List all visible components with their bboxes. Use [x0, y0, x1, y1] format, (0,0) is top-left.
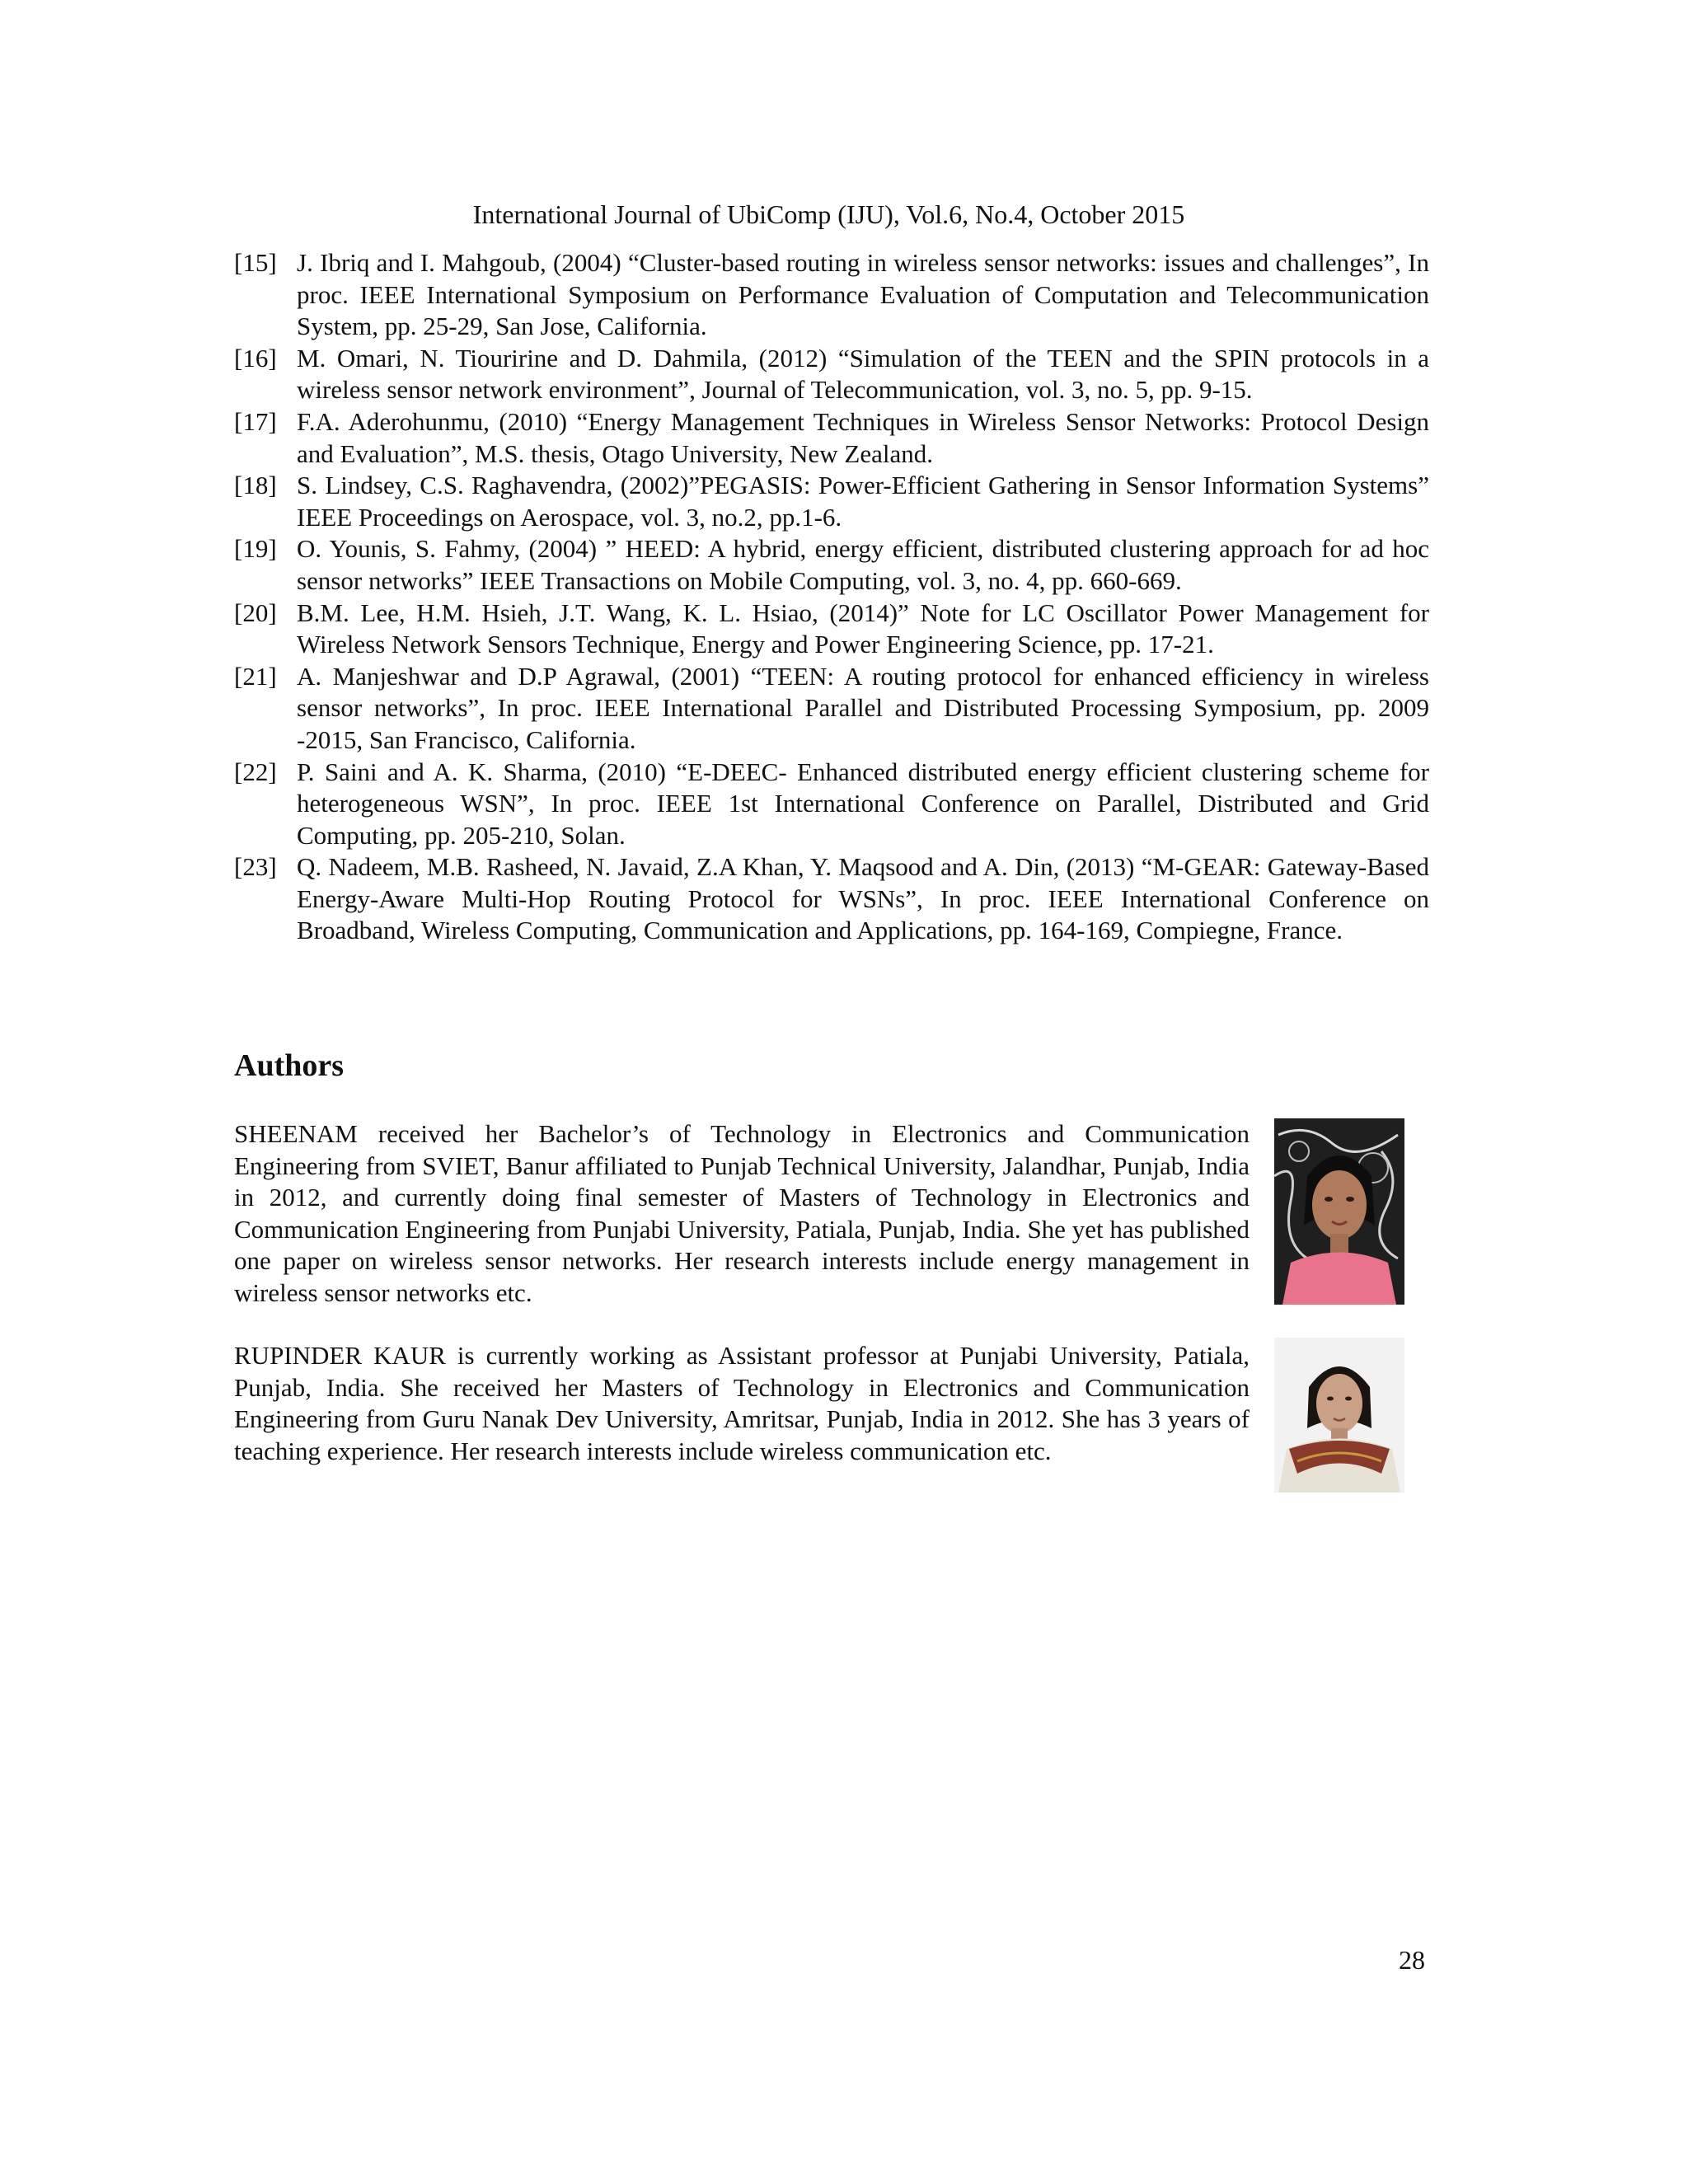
- reference-number: [23]: [234, 852, 277, 882]
- author-bio-rupinder-kaur: RUPINDER KAUR is currently working as Assistant professor at Punjabi University, Patiala, Punjab, India. She received her Masters of Technology in Electronics and Communication Engineering from Guru Nanak Dev University, Amritsar, Punjab, India in 2012. She has 3 years of teaching experience. Her research interests include wireless communication etc.: [234, 1341, 1250, 1465]
- reference-text: J. Ibriq and I. Mahgoub, (2004) “Cluster-based routing in wireless sensor networks: issues and challenges”, In proc. IEEE International Symposium on Performance Evaluation of Computation and Telecommunication System, pp. 25-29, San Jose, California.: [297, 248, 1429, 341]
- authors-heading: Authors: [234, 1048, 345, 1083]
- reference-number: [16]: [234, 343, 277, 373]
- reference-text: O. Younis, S. Fahmy, (2004) ” HEED: A hybrid, energy efficient, distributed clustering approach for ad hoc sensor networks” IEEE Transactions on Mobile Computing, vol. 3, no. 4, pp. 660-669.: [297, 534, 1429, 595]
- reference-number: [22]: [234, 757, 277, 786]
- reference-text: S. Lindsey, C.S. Raghavendra, (2002)”PEGASIS: Power-Efficient Gathering in Sensor Information Systems” IEEE Proceedings on Aerospace, vol. 3, no.2, pp.1-6.: [297, 471, 1429, 532]
- portrait-image: [1274, 1118, 1404, 1305]
- reference-item: [234, 661, 1429, 757]
- reference-item: [234, 247, 1429, 343]
- reference-number: [19]: [234, 534, 277, 564]
- reference-number: [18]: [234, 471, 277, 500]
- reference-text: Q. Nadeem, M.B. Rasheed, N. Javaid, Z.A Khan, Y. Maqsood and A. Din, (2013) “M-GEAR: Gateway-Based Energy-Aware Multi-Hop Routing Protocol for WSNs”, In proc. IEEE International Conference on Broadband, Wireless Computing, Communication and Applications, pp. 164-169, Compiegne, France.: [297, 852, 1429, 945]
- reference-list: [234, 247, 1429, 947]
- reference-item: [234, 343, 1429, 406]
- reference-item: [234, 470, 1429, 533]
- page-number: 28: [1399, 1945, 1425, 1975]
- reference-item: [234, 533, 1429, 597]
- reference-number: [15]: [234, 248, 277, 277]
- reference-item: [234, 851, 1429, 947]
- reference-text: A. Manjeshwar and D.P Agrawal, (2001) “TEEN: A routing protocol for enhanced efficiency in wireless sensor networks”, In proc. IEEE International Parallel and Distributed Processing Symposium, pp. 2009 -2015, San Francisco, California.: [297, 661, 1429, 754]
- reference-text: F.A. Aderohunmu, (2010) “Energy Management Techniques in Wireless Sensor Networks: Protocol Design and Evaluation”, M.S. thesis, Otago University, New Zealand.: [297, 406, 1429, 468]
- portrait-image: [1274, 1338, 1404, 1493]
- reference-number: [17]: [234, 406, 277, 436]
- reference-item: [234, 757, 1429, 852]
- running-header: International Journal of UbiComp (IJU), Vol.6, No.4, October 2015: [472, 199, 1185, 229]
- reference-text: P. Saini and A. K. Sharma, (2010) “E-DEEC- Enhanced distributed energy efficient clustering scheme for heterogeneous WSN”, In proc. IEEE 1st International Conference on Parallel, Distributed and Grid Computing, pp. 205-210, Solan.: [297, 757, 1429, 850]
- reference-item: [234, 598, 1429, 661]
- reference-number: [20]: [234, 598, 277, 627]
- author-bio-sheenam: SHEENAM received her Bachelor’s of Technology in Electronics and Communication Engineering from SVIET, Banur affiliated to Punjab Technical University, Jalandhar, Punjab, India in 2012, and currently doing final semester of Masters of Technology in Electronics and Communication Engineering from Punjabi University, Patiala, Punjab, India. She yet has published one paper on wireless sensor networks. Her research interests include energy management in wireless sensor networks etc.: [234, 1119, 1250, 1307]
- reference-item: [234, 406, 1429, 470]
- reference-text: B.M. Lee, H.M. Hsieh, J.T. Wang, K. L. Hsiao, (2014)” Note for LC Oscillator Power Management for Wireless Network Sensors Technique, Energy and Power Engineering Science, pp. 17-21.: [297, 598, 1429, 659]
- author-photo-sheenam: [1274, 1118, 1404, 1305]
- reference-number: [21]: [234, 661, 277, 691]
- author-photo-rupinder-kaur: [1274, 1338, 1404, 1493]
- reference-text: M. Omari, N. Tiouririne and D. Dahmila, (2012) “Simulation of the TEEN and the SPIN protocols in a wireless sensor network environment”, Journal of Telecommunication, vol. 3, no. 5, pp. 9-15.: [297, 343, 1429, 405]
